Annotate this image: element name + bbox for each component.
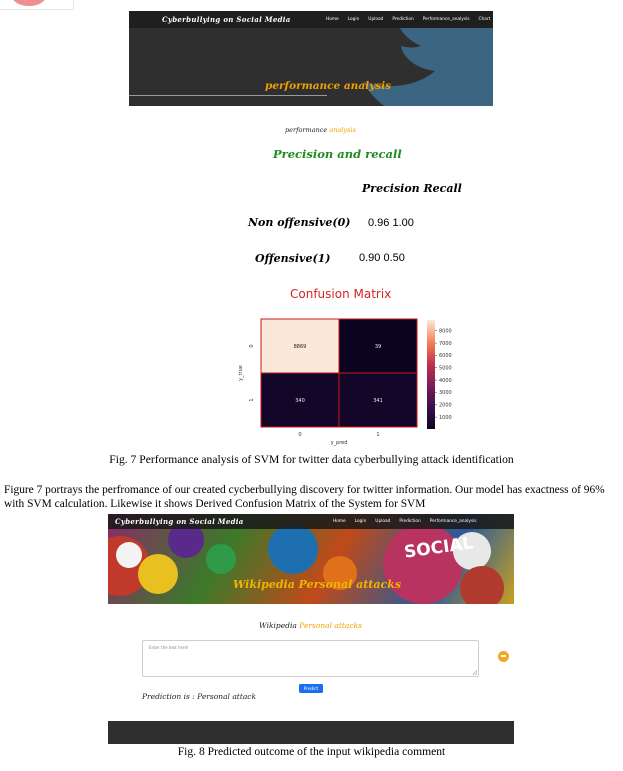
colorbar-tick-label: 1000 (439, 414, 452, 421)
colorbar-tick-label: 4000 (439, 377, 452, 384)
y-axis-label: y_true (238, 365, 244, 381)
cell-value-label: 340 (295, 398, 305, 404)
x-axis-label: y_pred (330, 440, 348, 446)
x-tick-label: 1 (376, 432, 380, 438)
row-values-offensive: 0.90 0.50 (359, 252, 405, 264)
predict-button[interactable]: Predict (299, 684, 323, 693)
colorbar-tick-label: 5000 (439, 365, 452, 372)
cell-value-label: 39 (374, 344, 382, 350)
colorbar-tick-label: 7000 (439, 340, 452, 347)
colorbar-tick-label: 6000 (439, 353, 452, 360)
precision-recall-title: Precision and recall (273, 147, 402, 161)
prediction-result: Prediction is : Personal attack (142, 692, 257, 701)
fig1-app-header (129, 11, 493, 106)
fig2-nav-login[interactable]: Login (354, 519, 367, 524)
heading-part-a: performance (285, 126, 328, 134)
fig1-nav-performance[interactable]: Performance_analysis (422, 17, 470, 22)
twitter-bird-icon (343, 16, 493, 106)
comment-textarea[interactable] (142, 640, 479, 677)
hero-divider (129, 95, 327, 96)
colorbar (427, 320, 435, 429)
performance-analysis-heading (285, 126, 356, 134)
fig2-app-header (108, 514, 514, 604)
app-footer (108, 721, 514, 744)
colorbar-tick-label: 8000 (439, 328, 452, 335)
y-tick-label: 1 (249, 398, 255, 402)
cell-value-label: 341 (373, 398, 383, 404)
colorbar-tick-label: 2000 (439, 402, 452, 409)
y-tick-label: 0 (249, 344, 255, 348)
precision-recall-header: Precision Recall (362, 182, 462, 195)
confusion-matrix-title: Confusion Matrix (290, 287, 392, 301)
figure-7-caption: Fig. 7 Performance analysis of SVM for twitter data cyberbullying attack identification (109, 453, 514, 466)
fig1-nav-upload[interactable]: Upload (368, 17, 384, 22)
row-values-non-offensive: 0.96 1.00 (368, 217, 414, 229)
cell-value-label: 8869 (293, 344, 307, 350)
fig2-navbar (108, 514, 514, 529)
wp-heading-part-a: Wikipedia (259, 621, 297, 630)
textarea-placeholder: Enter the text here! (149, 645, 189, 650)
row-label-non-offensive: Non offensive(0) (248, 216, 351, 229)
fig1-brand[interactable]: Cyberbullying on Social Media (162, 15, 291, 24)
wikipedia-heading (259, 621, 362, 630)
fig2-nav-prediction[interactable]: Prediction (399, 519, 421, 524)
x-tick-label: 0 (298, 432, 302, 438)
fig1-navbar (129, 11, 493, 28)
fig1-hero-title: performance analysis (265, 80, 392, 92)
fig2-brand[interactable]: Cyberbullying on Social Media (115, 517, 244, 526)
previous-figure-fragment (0, 0, 74, 10)
fig2-nav-upload[interactable]: Upload (375, 519, 391, 524)
resize-handle-icon[interactable] (472, 670, 477, 675)
fig1-nav-login[interactable]: Login (347, 17, 360, 22)
confusion-matrix-heatmap (228, 312, 468, 448)
fig2-hero-title: Wikipedia Personal attacks (233, 578, 402, 591)
fig2-nav-menu (333, 519, 477, 524)
fig1-nav-home[interactable]: Home (326, 17, 339, 22)
fig1-nav-prediction[interactable]: Prediction (392, 17, 414, 22)
social-word: SOCIAL (402, 533, 475, 563)
fig1-nav-menu (326, 17, 490, 22)
row-label-offensive: Offensive(1) (255, 252, 331, 265)
body-paragraph: Figure 7 portrays the perfromance of our created cycberbullying discovery for twitter information. Our model has exactness of 96% with SVM calculation. Likewise it shows Derived Confusion Matrix of the System for SVM (4, 484, 605, 510)
colorbar-tick-label: 3000 (439, 390, 452, 397)
heading-part-b: analysis (329, 126, 356, 134)
scroll-top-button[interactable] (498, 651, 509, 662)
wp-heading-part-b: Personal attacks (299, 621, 362, 630)
fig1-nav-chart[interactable]: Chart (478, 17, 491, 22)
fig2-nav-home[interactable]: Home (333, 519, 346, 524)
fig2-nav-performance[interactable]: Performance_analysis (429, 519, 477, 524)
figure-8-caption: Fig. 8 Predicted outcome of the input wikipedia comment (177, 745, 446, 758)
